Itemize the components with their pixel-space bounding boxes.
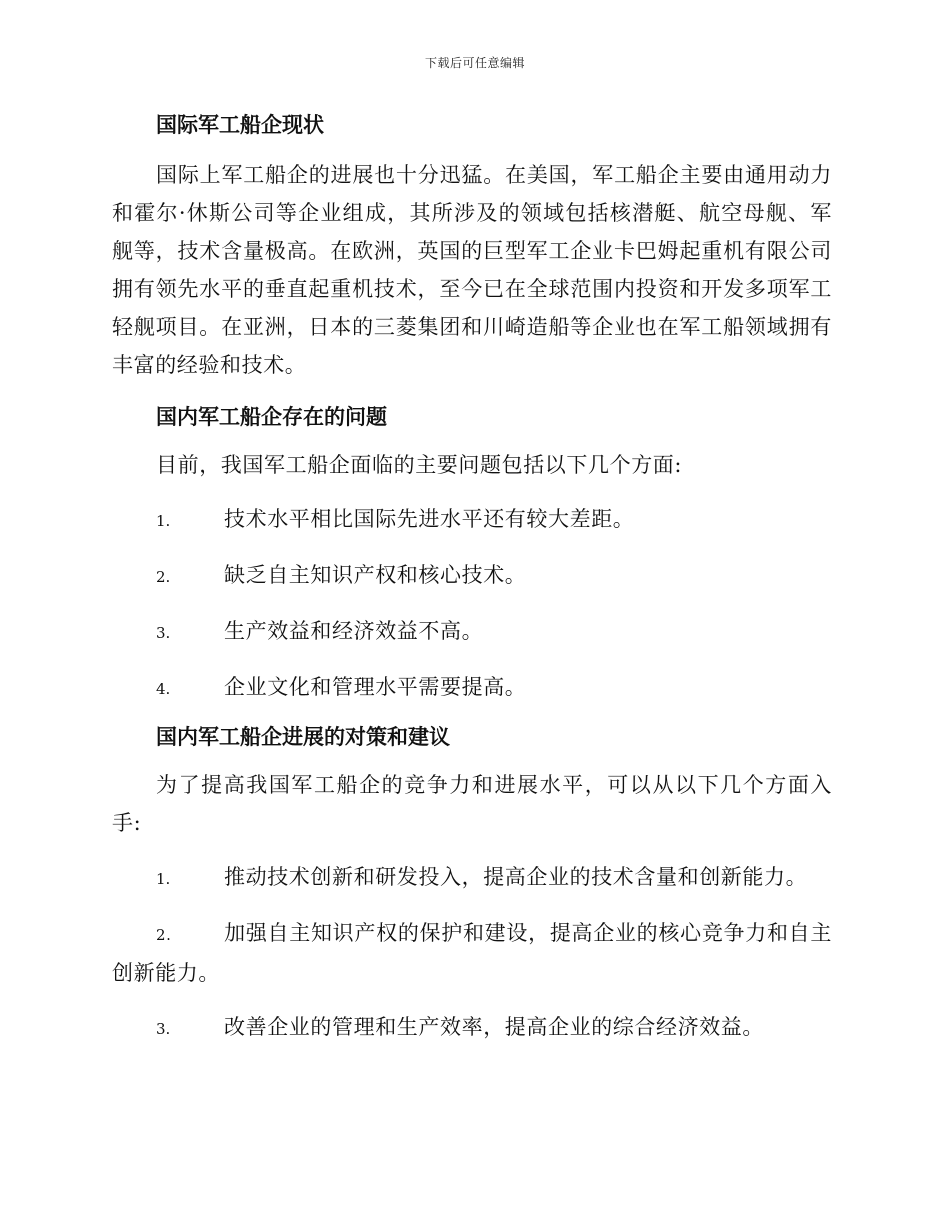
- section-intro-domestic-problems: 目前，我国军工船企面临的主要问题包括以下几个方面:: [156, 453, 683, 477]
- list-number: 3.: [156, 624, 171, 642]
- list-text: 加强自主知识产权的保护和建设，提高企业的核心竞争力和自主创新能力。: [112, 921, 832, 985]
- list-item: [112, 556, 832, 596]
- document-body: [112, 110, 832, 1048]
- list-item: [112, 858, 832, 898]
- list-item: [112, 1008, 832, 1048]
- list-number: 1.: [156, 870, 171, 888]
- section-heading-international: 国际军工船企现状: [156, 113, 324, 137]
- list-text: 缺乏自主知识产权和核心技术。: [224, 563, 527, 587]
- list-number: 2.: [156, 568, 171, 586]
- list-number: 4.: [156, 680, 171, 698]
- section-intro-countermeasures: 为了提高我国军工船企的竞争力和进展水平，可以从以下几个方面入手:: [112, 773, 832, 835]
- section-heading-domestic-problems: 国内军工船企存在的问题: [156, 405, 387, 429]
- list-number: 1.: [156, 512, 171, 530]
- section-heading-countermeasures: 国内军工船企进展的对策和建议: [156, 725, 450, 749]
- list-text: 改善企业的管理和生产效率，提高企业的综合经济效益。: [224, 1015, 764, 1039]
- list-text: 生产效益和经济效益不高。: [224, 619, 484, 643]
- list-text: 推动技术创新和研发投入，提高企业的技术含量和创新能力。: [224, 865, 808, 889]
- list-number: 2.: [156, 926, 172, 944]
- list-item: [112, 914, 832, 992]
- list-text: 企业文化和管理水平需要提高。: [224, 675, 527, 699]
- list-text: 技术水平相比国际先进水平还有较大差距。: [224, 507, 635, 531]
- list-item: [112, 668, 832, 708]
- list-item: [112, 500, 832, 540]
- page-header: 下载后可任意编辑: [424, 56, 525, 70]
- section-paragraph-international: 国际上军工船企的进展也十分迅猛。在美国，军工船企主要由通用动力和霍尔·休斯公司等企业组成，其所涉及的领域包括核潜艇、航空母舰、军舰等，技术含量极高。在欧洲，英国的巨型军工企业卡巴姆起重机有限公司拥有领先水平的垂直起重机技术，至今已在全球范围内投资和开发多项军工轻舰项目。在亚洲，日本的三菱集团和川崎造船等企业也在军工船领域拥有丰富的经验和技术。: [112, 163, 832, 377]
- list-number: 3.: [156, 1020, 171, 1038]
- list-item: [112, 612, 832, 652]
